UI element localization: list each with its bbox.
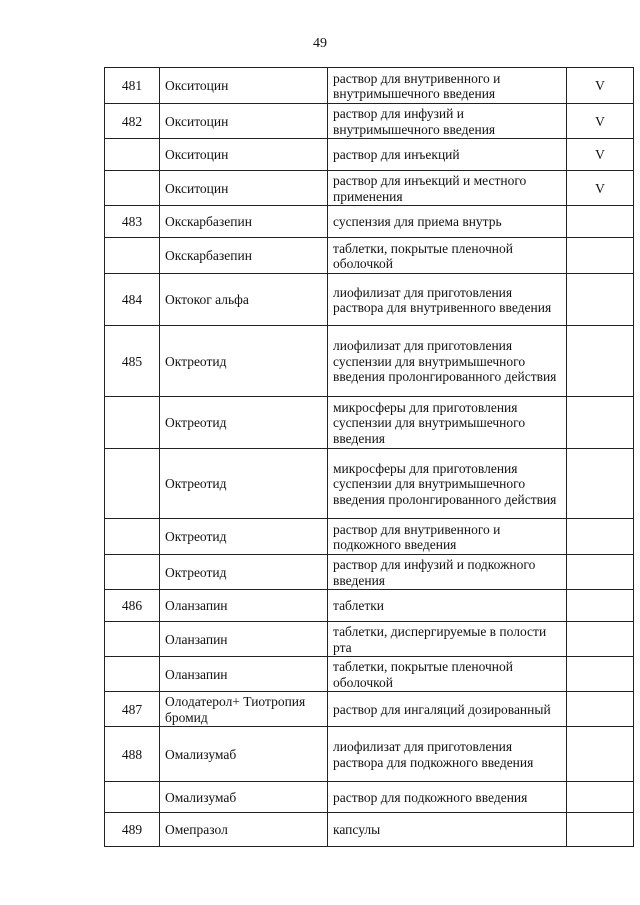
drug-name: Оланзапин — [160, 622, 328, 657]
dosage-form: раствор для подкожного введения — [328, 782, 567, 813]
dosage-form: таблетки, покрытые пленочной оболочкой — [328, 238, 567, 274]
drug-name: Олодатерол+ Тиотропия бромид — [160, 692, 328, 727]
vital-mark — [567, 519, 634, 555]
table-row — [105, 657, 634, 692]
row-number: 487 — [105, 692, 160, 727]
vital-mark — [567, 206, 634, 238]
dosage-form: раствор для инфузий и подкожного введения — [328, 555, 567, 590]
dosage-form: суспензия для приема внутрь — [328, 206, 567, 238]
table-row — [105, 813, 634, 847]
row-number: 484 — [105, 274, 160, 326]
drug-name: Омализумаб — [160, 727, 328, 782]
drug-name: Окситоцин — [160, 171, 328, 206]
row-number — [105, 171, 160, 206]
vital-mark: V — [567, 171, 634, 206]
row-number: 483 — [105, 206, 160, 238]
table-row — [105, 238, 634, 274]
drug-name: Оланзапин — [160, 657, 328, 692]
drug-name: Октреотид — [160, 397, 328, 449]
drug-table — [104, 67, 634, 847]
row-number — [105, 238, 160, 274]
row-number — [105, 519, 160, 555]
table-row — [105, 782, 634, 813]
table-row — [105, 519, 634, 555]
vital-mark: V — [567, 139, 634, 171]
row-number — [105, 782, 160, 813]
dosage-form: микросферы для приготовления суспензии для внутримышечного введения пролонгированного действия — [328, 449, 567, 519]
drug-name: Октреотид — [160, 449, 328, 519]
drug-name: Октреотид — [160, 326, 328, 397]
vital-mark — [567, 692, 634, 727]
row-number: 488 — [105, 727, 160, 782]
dosage-form: капсулы — [328, 813, 567, 847]
table-row — [105, 326, 634, 397]
dosage-form: таблетки, покрытые пленочной оболочкой — [328, 657, 567, 692]
vital-mark — [567, 449, 634, 519]
row-number: 482 — [105, 104, 160, 139]
drug-name: Октреотид — [160, 555, 328, 590]
row-number — [105, 657, 160, 692]
dosage-form: раствор для ингаляций дозированный — [328, 692, 567, 727]
vital-mark — [567, 555, 634, 590]
dosage-form: раствор для инъекций — [328, 139, 567, 171]
dosage-form: лиофилизат для приготовления раствора для подкожного введения — [328, 727, 567, 782]
drug-name: Омализумаб — [160, 782, 328, 813]
vital-mark — [567, 782, 634, 813]
drug-name: Окситоцин — [160, 68, 328, 104]
vital-mark — [567, 813, 634, 847]
row-number: 485 — [105, 326, 160, 397]
dosage-form: лиофилизат для приготовления раствора для внутривенного введения — [328, 274, 567, 326]
drug-name: Оланзапин — [160, 590, 328, 622]
row-number — [105, 555, 160, 590]
table-row — [105, 449, 634, 519]
row-number — [105, 449, 160, 519]
vital-mark: V — [567, 68, 634, 104]
dosage-form: раствор для инъекций и местного применения — [328, 171, 567, 206]
vital-mark — [567, 590, 634, 622]
table-row — [105, 274, 634, 326]
vital-mark — [567, 326, 634, 397]
drug-name: Октреотид — [160, 519, 328, 555]
drug-name: Омепразол — [160, 813, 328, 847]
table-row — [105, 622, 634, 657]
dosage-form: таблетки, диспергируемые в полости рта — [328, 622, 567, 657]
table-row — [105, 555, 634, 590]
vital-mark — [567, 274, 634, 326]
table-row — [105, 692, 634, 727]
row-number — [105, 622, 160, 657]
table-row — [105, 139, 634, 171]
dosage-form: таблетки — [328, 590, 567, 622]
table-row — [105, 171, 634, 206]
drug-name: Окситоцин — [160, 104, 328, 139]
vital-mark: V — [567, 104, 634, 139]
page-number: 49 — [313, 36, 327, 51]
row-number: 489 — [105, 813, 160, 847]
drug-name: Октоког альфа — [160, 274, 328, 326]
table-row — [105, 397, 634, 449]
row-number — [105, 139, 160, 171]
row-number: 481 — [105, 68, 160, 104]
vital-mark — [567, 397, 634, 449]
drug-name: Окситоцин — [160, 139, 328, 171]
dosage-form: раствор для инфузий и внутримышечного введения — [328, 104, 567, 139]
table-row — [105, 727, 634, 782]
dosage-form: лиофилизат для приготовления суспензии для внутримышечного введения пролонгированного действия — [328, 326, 567, 397]
table-row — [105, 590, 634, 622]
row-number — [105, 397, 160, 449]
dosage-form: микросферы для приготовления суспензии для внутримышечного введения — [328, 397, 567, 449]
row-number: 486 — [105, 590, 160, 622]
table-row — [105, 104, 634, 139]
table-row — [105, 206, 634, 238]
table-row — [105, 68, 634, 104]
dosage-form: раствор для внутривенного и внутримышечного введения — [328, 68, 567, 104]
drug-name: Окскарбазепин — [160, 238, 328, 274]
vital-mark — [567, 238, 634, 274]
drug-name: Окскарбазепин — [160, 206, 328, 238]
vital-mark — [567, 657, 634, 692]
vital-mark — [567, 727, 634, 782]
dosage-form: раствор для внутривенного и подкожного введения — [328, 519, 567, 555]
vital-mark — [567, 622, 634, 657]
